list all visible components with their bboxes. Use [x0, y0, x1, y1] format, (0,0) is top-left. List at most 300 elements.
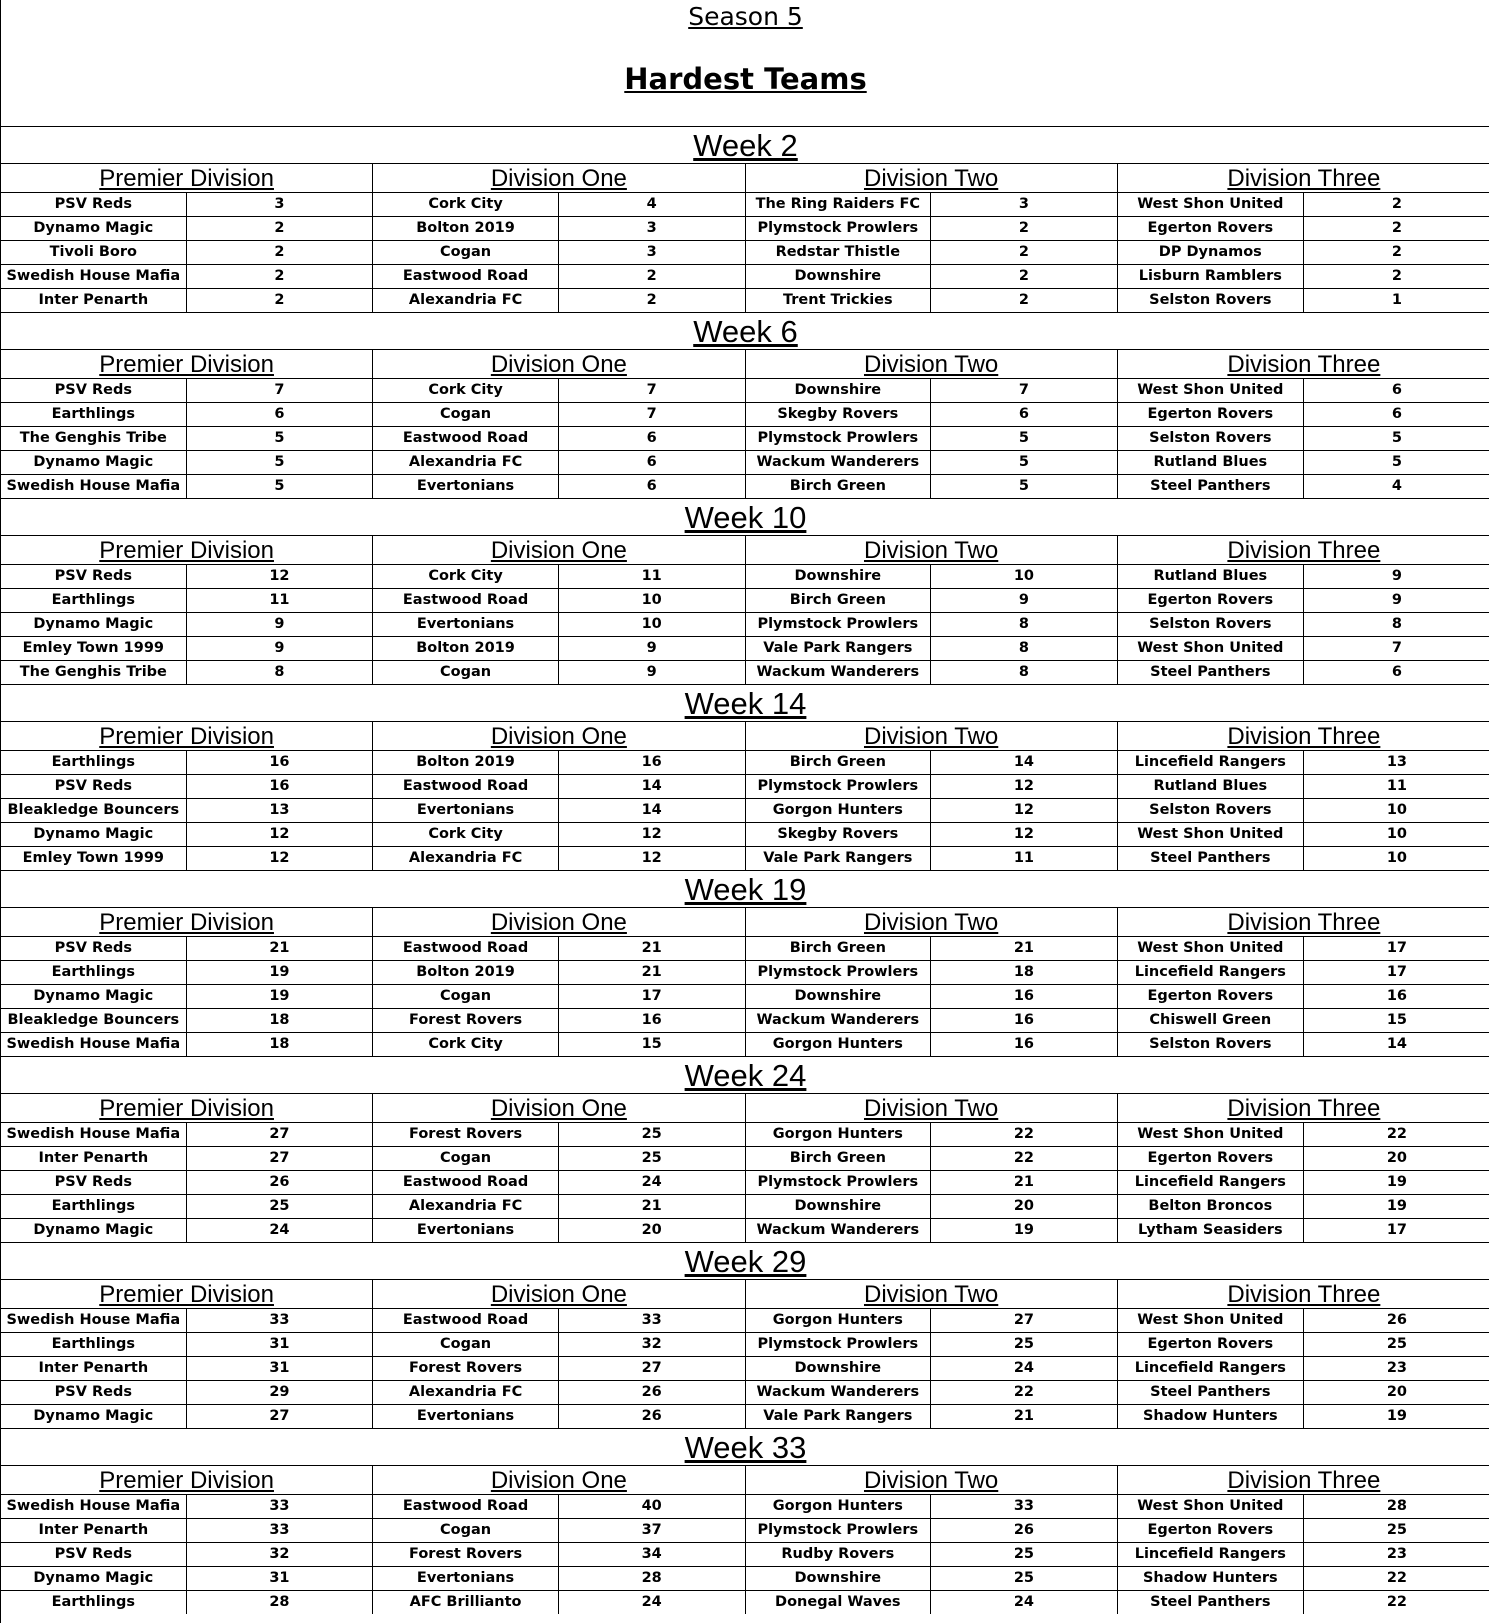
points-cell[interactable]: 11	[1013, 850, 1035, 866]
team-name-cell[interactable]: Alexandria FC	[373, 847, 559, 870]
team-name-cell[interactable]: Selston Rovers	[1118, 1033, 1304, 1056]
points-cell[interactable]: 2	[1018, 244, 1029, 260]
team-name-cell[interactable]: West Shon United	[1118, 1495, 1304, 1518]
team-name-cell[interactable]: Lincefield Rangers	[1118, 751, 1304, 774]
points-cell[interactable]: 9	[646, 664, 657, 680]
team-name-cell[interactable]: Alexandria FC	[373, 451, 559, 474]
team-name-cell[interactable]: Birch Green	[746, 937, 932, 960]
team-name-cell[interactable]: Lisburn Ramblers	[1118, 265, 1304, 288]
points-cell[interactable]: 40	[641, 1498, 662, 1514]
team-name-cell[interactable]: Birch Green	[746, 589, 932, 612]
points-cell[interactable]: 28	[641, 1570, 662, 1586]
team-name-cell[interactable]: Dynamo Magic	[1, 217, 187, 240]
team-name-cell[interactable]: Steel Panthers	[1118, 475, 1304, 498]
team-name-cell[interactable]: Steel Panthers	[1118, 847, 1304, 870]
team-name-cell[interactable]: Gorgon Hunters	[746, 1123, 932, 1146]
points-cell[interactable]: 17	[1386, 1222, 1408, 1238]
points-cell[interactable]: 9	[1018, 592, 1029, 608]
points-cell[interactable]: 16	[1386, 988, 1408, 1004]
team-name-cell[interactable]: Swedish House Mafia	[1, 265, 187, 288]
points-cell[interactable]: 14	[641, 802, 662, 818]
team-name-cell[interactable]: Gorgon Hunters	[746, 1309, 932, 1332]
points-cell[interactable]: 9	[646, 640, 657, 656]
team-name-cell[interactable]: Evertonians	[373, 1567, 559, 1590]
points-cell[interactable]: 6	[1391, 664, 1402, 680]
points-cell[interactable]: 21	[269, 940, 290, 956]
team-name-cell[interactable]: Lincefield Rangers	[1118, 961, 1304, 984]
points-cell[interactable]: 27	[269, 1126, 290, 1142]
points-cell[interactable]: 26	[641, 1384, 662, 1400]
points-cell[interactable]: 16	[1013, 988, 1035, 1004]
team-name-cell[interactable]: Selston Rovers	[1118, 799, 1304, 822]
team-name-cell[interactable]: Steel Panthers	[1118, 1591, 1304, 1614]
team-name-cell[interactable]: West Shon United	[1118, 1309, 1304, 1332]
points-cell[interactable]: 14	[1386, 1036, 1408, 1052]
points-cell[interactable]: 10	[1386, 802, 1408, 818]
team-name-cell[interactable]: Lytham Seasiders	[1118, 1219, 1304, 1242]
team-name-cell[interactable]: Eastwood Road	[373, 589, 559, 612]
points-cell[interactable]: 12	[269, 826, 290, 842]
points-cell[interactable]: 2	[1391, 196, 1402, 212]
team-name-cell[interactable]: Earthlings	[1, 961, 187, 984]
team-name-cell[interactable]: Bolton 2019	[373, 751, 559, 774]
points-cell[interactable]: 9	[1391, 568, 1402, 584]
team-name-cell[interactable]: PSV Reds	[1, 937, 187, 960]
team-name-cell[interactable]: West Shon United	[1118, 379, 1304, 402]
points-cell[interactable]: 7	[1018, 382, 1029, 398]
points-cell[interactable]: 33	[269, 1498, 290, 1514]
team-name-cell[interactable]: Egerton Rovers	[1118, 217, 1304, 240]
team-name-cell[interactable]: Downshire	[746, 565, 932, 588]
points-cell[interactable]: 2	[1018, 220, 1029, 236]
points-cell[interactable]: 25	[1013, 1570, 1035, 1586]
points-cell[interactable]: 5	[274, 454, 285, 470]
points-cell[interactable]: 5	[1391, 454, 1402, 470]
team-name-cell[interactable]: Lincefield Rangers	[1118, 1543, 1304, 1566]
points-cell[interactable]: 26	[1013, 1522, 1035, 1538]
points-cell[interactable]: 12	[1013, 778, 1035, 794]
points-cell[interactable]: 9	[274, 616, 285, 632]
team-name-cell[interactable]: Dynamo Magic	[1, 451, 187, 474]
points-cell[interactable]: 20	[1013, 1198, 1035, 1214]
points-cell[interactable]: 17	[1386, 964, 1408, 980]
team-name-cell[interactable]: Egerton Rovers	[1118, 1333, 1304, 1356]
points-cell[interactable]: 2	[1018, 268, 1029, 284]
points-cell[interactable]: 10	[641, 592, 662, 608]
points-cell[interactable]: 3	[646, 220, 657, 236]
points-cell[interactable]: 15	[1386, 1012, 1408, 1028]
points-cell[interactable]: 37	[641, 1522, 662, 1538]
points-cell[interactable]: 26	[641, 1408, 662, 1424]
points-cell[interactable]: 19	[269, 964, 290, 980]
team-name-cell[interactable]: Bleakledge Bouncers	[1, 1009, 187, 1032]
points-cell[interactable]: 2	[1391, 220, 1402, 236]
points-cell[interactable]: 4	[646, 196, 657, 212]
points-cell[interactable]: 21	[641, 940, 662, 956]
points-cell[interactable]: 29	[269, 1384, 290, 1400]
points-cell[interactable]: 28	[269, 1594, 290, 1610]
team-name-cell[interactable]: Gorgon Hunters	[746, 799, 932, 822]
points-cell[interactable]: 24	[1013, 1594, 1035, 1610]
points-cell[interactable]: 14	[1013, 754, 1035, 770]
points-cell[interactable]: 9	[274, 640, 285, 656]
points-cell[interactable]: 27	[269, 1150, 290, 1166]
points-cell[interactable]: 22	[1013, 1126, 1035, 1142]
team-name-cell[interactable]: Downshire	[746, 379, 932, 402]
points-cell[interactable]: 24	[1013, 1360, 1035, 1376]
team-name-cell[interactable]: Steel Panthers	[1118, 1381, 1304, 1404]
team-name-cell[interactable]: Dynamo Magic	[1, 1567, 187, 1590]
points-cell[interactable]: 19	[1386, 1174, 1408, 1190]
points-cell[interactable]: 2	[274, 244, 285, 260]
team-name-cell[interactable]: West Shon United	[1118, 193, 1304, 216]
team-name-cell[interactable]: Cogan	[373, 661, 559, 684]
points-cell[interactable]: 18	[1013, 964, 1035, 980]
points-cell[interactable]: 5	[1018, 478, 1029, 494]
team-name-cell[interactable]: Plymstock Prowlers	[746, 613, 932, 636]
team-name-cell[interactable]: PSV Reds	[1, 775, 187, 798]
points-cell[interactable]: 12	[269, 568, 290, 584]
team-name-cell[interactable]: Cork City	[373, 823, 559, 846]
team-name-cell[interactable]: Inter Penarth	[1, 289, 187, 312]
team-name-cell[interactable]: Cogan	[373, 985, 559, 1008]
points-cell[interactable]: 33	[1013, 1498, 1035, 1514]
team-name-cell[interactable]: Tivoli Boro	[1, 241, 187, 264]
team-name-cell[interactable]: Skegby Rovers	[746, 403, 932, 426]
points-cell[interactable]: 5	[1018, 430, 1029, 446]
points-cell[interactable]: 23	[1386, 1546, 1408, 1562]
points-cell[interactable]: 21	[641, 964, 662, 980]
team-name-cell[interactable]: Vale Park Rangers	[746, 1405, 932, 1428]
points-cell[interactable]: 10	[641, 616, 662, 632]
team-name-cell[interactable]: Forest Rovers	[373, 1009, 559, 1032]
points-cell[interactable]: 5	[1018, 454, 1029, 470]
points-cell[interactable]: 22	[1386, 1126, 1408, 1142]
points-cell[interactable]: 2	[1391, 244, 1402, 260]
team-name-cell[interactable]: Rutland Blues	[1118, 565, 1304, 588]
points-cell[interactable]: 12	[1013, 826, 1035, 842]
team-name-cell[interactable]: Evertonians	[373, 613, 559, 636]
team-name-cell[interactable]: Egerton Rovers	[1118, 589, 1304, 612]
team-name-cell[interactable]: Birch Green	[746, 1147, 932, 1170]
points-cell[interactable]: 7	[1391, 640, 1402, 656]
points-cell[interactable]: 10	[1386, 850, 1408, 866]
points-cell[interactable]: 24	[641, 1594, 662, 1610]
points-cell[interactable]: 19	[269, 988, 290, 1004]
points-cell[interactable]: 9	[1391, 592, 1402, 608]
points-cell[interactable]: 8	[274, 664, 285, 680]
team-name-cell[interactable]: Downshire	[746, 1567, 932, 1590]
team-name-cell[interactable]: The Genghis Tribe	[1, 427, 187, 450]
team-name-cell[interactable]: Eastwood Road	[373, 1309, 559, 1332]
team-name-cell[interactable]: Wackum Wanderers	[746, 1381, 932, 1404]
points-cell[interactable]: 3	[646, 244, 657, 260]
points-cell[interactable]: 8	[1018, 640, 1029, 656]
points-cell[interactable]: 22	[1386, 1570, 1408, 1586]
team-name-cell[interactable]: Lincefield Rangers	[1118, 1357, 1304, 1380]
points-cell[interactable]: 2	[274, 292, 285, 308]
points-cell[interactable]: 28	[1386, 1498, 1408, 1514]
points-cell[interactable]: 10	[1386, 826, 1408, 842]
team-name-cell[interactable]: Eastwood Road	[373, 427, 559, 450]
team-name-cell[interactable]: Birch Green	[746, 751, 932, 774]
points-cell[interactable]: 25	[1013, 1336, 1035, 1352]
points-cell[interactable]: 31	[269, 1570, 290, 1586]
points-cell[interactable]: 25	[1013, 1546, 1035, 1562]
team-name-cell[interactable]: Alexandria FC	[373, 1195, 559, 1218]
team-name-cell[interactable]: Evertonians	[373, 1405, 559, 1428]
points-cell[interactable]: 21	[641, 1198, 662, 1214]
points-cell[interactable]: 17	[641, 988, 662, 1004]
team-name-cell[interactable]: Downshire	[746, 1195, 932, 1218]
points-cell[interactable]: 19	[1386, 1198, 1408, 1214]
team-name-cell[interactable]: Redstar Thistle	[746, 241, 932, 264]
points-cell[interactable]: 24	[641, 1174, 662, 1190]
team-name-cell[interactable]: Evertonians	[373, 799, 559, 822]
team-name-cell[interactable]: Selston Rovers	[1118, 613, 1304, 636]
points-cell[interactable]: 6	[1018, 406, 1029, 422]
team-name-cell[interactable]: Wackum Wanderers	[746, 1009, 932, 1032]
points-cell[interactable]: 3	[1018, 196, 1029, 212]
points-cell[interactable]: 20	[641, 1222, 662, 1238]
points-cell[interactable]: 11	[1386, 778, 1408, 794]
points-cell[interactable]: 27	[1013, 1312, 1035, 1328]
points-cell[interactable]: 31	[269, 1336, 290, 1352]
points-cell[interactable]: 14	[641, 778, 662, 794]
points-cell[interactable]: 17	[1386, 940, 1408, 956]
points-cell[interactable]: 19	[1013, 1222, 1035, 1238]
points-cell[interactable]: 12	[269, 850, 290, 866]
team-name-cell[interactable]: Eastwood Road	[373, 1495, 559, 1518]
team-name-cell[interactable]: Egerton Rovers	[1118, 1147, 1304, 1170]
team-name-cell[interactable]: Evertonians	[373, 475, 559, 498]
team-name-cell[interactable]: Wackum Wanderers	[746, 661, 932, 684]
team-name-cell[interactable]: PSV Reds	[1, 1543, 187, 1566]
points-cell[interactable]: 33	[269, 1522, 290, 1538]
points-cell[interactable]: 6	[646, 454, 657, 470]
team-name-cell[interactable]: PSV Reds	[1, 193, 187, 216]
points-cell[interactable]: 21	[1013, 1174, 1035, 1190]
team-name-cell[interactable]: Downshire	[746, 1357, 932, 1380]
points-cell[interactable]: 19	[1386, 1408, 1408, 1424]
team-name-cell[interactable]: Dynamo Magic	[1, 613, 187, 636]
team-name-cell[interactable]: Eastwood Road	[373, 1171, 559, 1194]
points-cell[interactable]: 6	[1391, 382, 1402, 398]
points-cell[interactable]: 25	[1386, 1522, 1408, 1538]
team-name-cell[interactable]: Cogan	[373, 1147, 559, 1170]
team-name-cell[interactable]: Rutland Blues	[1118, 775, 1304, 798]
team-name-cell[interactable]: Bleakledge Bouncers	[1, 799, 187, 822]
team-name-cell[interactable]: Swedish House Mafia	[1, 1033, 187, 1056]
points-cell[interactable]: 12	[641, 826, 662, 842]
points-cell[interactable]: 16	[269, 754, 290, 770]
points-cell[interactable]: 8	[1391, 616, 1402, 632]
points-cell[interactable]: 27	[641, 1360, 662, 1376]
points-cell[interactable]: 25	[641, 1126, 662, 1142]
points-cell[interactable]: 8	[1018, 664, 1029, 680]
points-cell[interactable]: 16	[1013, 1012, 1035, 1028]
team-name-cell[interactable]: PSV Reds	[1, 565, 187, 588]
team-name-cell[interactable]: Lincefield Rangers	[1118, 1171, 1304, 1194]
points-cell[interactable]: 13	[269, 802, 290, 818]
points-cell[interactable]: 13	[1386, 754, 1408, 770]
points-cell[interactable]: 21	[1013, 940, 1035, 956]
team-name-cell[interactable]: Plymstock Prowlers	[746, 1333, 932, 1356]
points-cell[interactable]: 16	[641, 1012, 662, 1028]
points-cell[interactable]: 6	[646, 430, 657, 446]
team-name-cell[interactable]: DP Dynamos	[1118, 241, 1304, 264]
points-cell[interactable]: 11	[269, 592, 290, 608]
team-name-cell[interactable]: Dynamo Magic	[1, 823, 187, 846]
points-cell[interactable]: 18	[269, 1036, 290, 1052]
team-name-cell[interactable]: PSV Reds	[1, 1171, 187, 1194]
team-name-cell[interactable]: Plymstock Prowlers	[746, 217, 932, 240]
team-name-cell[interactable]: Shadow Hunters	[1118, 1567, 1304, 1590]
points-cell[interactable]: 16	[641, 754, 662, 770]
team-name-cell[interactable]: The Ring Raiders FC	[746, 193, 932, 216]
team-name-cell[interactable]: Cork City	[373, 193, 559, 216]
points-cell[interactable]: 2	[274, 268, 285, 284]
team-name-cell[interactable]: Forest Rovers	[373, 1123, 559, 1146]
team-name-cell[interactable]: Cork City	[373, 1033, 559, 1056]
points-cell[interactable]: 4	[1391, 478, 1402, 494]
points-cell[interactable]: 18	[269, 1012, 290, 1028]
team-name-cell[interactable]: Earthlings	[1, 751, 187, 774]
points-cell[interactable]: 16	[1013, 1036, 1035, 1052]
points-cell[interactable]: 2	[646, 292, 657, 308]
team-name-cell[interactable]: Emley Town 1999	[1, 637, 187, 660]
team-name-cell[interactable]: Selston Rovers	[1118, 289, 1304, 312]
team-name-cell[interactable]: Bolton 2019	[373, 637, 559, 660]
points-cell[interactable]: 21	[1013, 1408, 1035, 1424]
points-cell[interactable]: 23	[1386, 1360, 1408, 1376]
team-name-cell[interactable]: West Shon United	[1118, 823, 1304, 846]
points-cell[interactable]: 33	[641, 1312, 662, 1328]
team-name-cell[interactable]: Donegal Waves	[746, 1591, 932, 1614]
team-name-cell[interactable]: Swedish House Mafia	[1, 1123, 187, 1146]
team-name-cell[interactable]: Steel Panthers	[1118, 661, 1304, 684]
team-name-cell[interactable]: Cogan	[373, 1519, 559, 1542]
team-name-cell[interactable]: Earthlings	[1, 589, 187, 612]
team-name-cell[interactable]: Birch Green	[746, 475, 932, 498]
points-cell[interactable]: 11	[641, 568, 662, 584]
points-cell[interactable]: 16	[269, 778, 290, 794]
team-name-cell[interactable]: Dynamo Magic	[1, 1219, 187, 1242]
team-name-cell[interactable]: Dynamo Magic	[1, 1405, 187, 1428]
team-name-cell[interactable]: Wackum Wanderers	[746, 451, 932, 474]
points-cell[interactable]: 24	[269, 1222, 290, 1238]
team-name-cell[interactable]: Vale Park Rangers	[746, 847, 932, 870]
points-cell[interactable]: 8	[1018, 616, 1029, 632]
team-name-cell[interactable]: Emley Town 1999	[1, 847, 187, 870]
team-name-cell[interactable]: Downshire	[746, 265, 932, 288]
points-cell[interactable]: 6	[1391, 406, 1402, 422]
points-cell[interactable]: 7	[646, 406, 657, 422]
team-name-cell[interactable]: Alexandria FC	[373, 1381, 559, 1404]
team-name-cell[interactable]: Bolton 2019	[373, 961, 559, 984]
team-name-cell[interactable]: Gorgon Hunters	[746, 1033, 932, 1056]
team-name-cell[interactable]: Chiswell Green	[1118, 1009, 1304, 1032]
team-name-cell[interactable]: Earthlings	[1, 1591, 187, 1614]
points-cell[interactable]: 25	[269, 1198, 290, 1214]
team-name-cell[interactable]: Vale Park Rangers	[746, 637, 932, 660]
team-name-cell[interactable]: The Genghis Tribe	[1, 661, 187, 684]
points-cell[interactable]: 33	[269, 1312, 290, 1328]
points-cell[interactable]: 22	[1013, 1384, 1035, 1400]
team-name-cell[interactable]: Swedish House Mafia	[1, 1309, 187, 1332]
points-cell[interactable]: 32	[269, 1546, 290, 1562]
team-name-cell[interactable]: Forest Rovers	[373, 1357, 559, 1380]
points-cell[interactable]: 25	[641, 1150, 662, 1166]
team-name-cell[interactable]: Cork City	[373, 565, 559, 588]
points-cell[interactable]: 2	[274, 220, 285, 236]
team-name-cell[interactable]: Swedish House Mafia	[1, 475, 187, 498]
team-name-cell[interactable]: Egerton Rovers	[1118, 403, 1304, 426]
team-name-cell[interactable]: Belton Broncos	[1118, 1195, 1304, 1218]
points-cell[interactable]: 1	[1391, 292, 1402, 308]
points-cell[interactable]: 2	[646, 268, 657, 284]
team-name-cell[interactable]: Shadow Hunters	[1118, 1405, 1304, 1428]
team-name-cell[interactable]: Eastwood Road	[373, 775, 559, 798]
points-cell[interactable]: 6	[274, 406, 285, 422]
points-cell[interactable]: 5	[274, 478, 285, 494]
team-name-cell[interactable]: Gorgon Hunters	[746, 1495, 932, 1518]
points-cell[interactable]: 27	[269, 1408, 290, 1424]
team-name-cell[interactable]: Cogan	[373, 403, 559, 426]
points-cell[interactable]: 22	[1386, 1594, 1408, 1610]
team-name-cell[interactable]: Earthlings	[1, 1195, 187, 1218]
team-name-cell[interactable]: Trent Trickies	[746, 289, 932, 312]
team-name-cell[interactable]: AFC Brillianto	[373, 1591, 559, 1614]
team-name-cell[interactable]: Plymstock Prowlers	[746, 775, 932, 798]
team-name-cell[interactable]: Forest Rovers	[373, 1543, 559, 1566]
team-name-cell[interactable]: Wackum Wanderers	[746, 1219, 932, 1242]
points-cell[interactable]: 26	[1386, 1312, 1408, 1328]
points-cell[interactable]: 5	[1391, 430, 1402, 446]
team-name-cell[interactable]: Rutland Blues	[1118, 451, 1304, 474]
team-name-cell[interactable]: Egerton Rovers	[1118, 1519, 1304, 1542]
points-cell[interactable]: 7	[646, 382, 657, 398]
points-cell[interactable]: 5	[274, 430, 285, 446]
team-name-cell[interactable]: Inter Penarth	[1, 1147, 187, 1170]
points-cell[interactable]: 12	[641, 850, 662, 866]
team-name-cell[interactable]: Rudby Rovers	[746, 1543, 932, 1566]
team-name-cell[interactable]: Downshire	[746, 985, 932, 1008]
points-cell[interactable]: 12	[1013, 802, 1035, 818]
points-cell[interactable]: 34	[641, 1546, 662, 1562]
team-name-cell[interactable]: Alexandria FC	[373, 289, 559, 312]
team-name-cell[interactable]: Egerton Rovers	[1118, 985, 1304, 1008]
team-name-cell[interactable]: Bolton 2019	[373, 217, 559, 240]
team-name-cell[interactable]: Cogan	[373, 241, 559, 264]
team-name-cell[interactable]: PSV Reds	[1, 1381, 187, 1404]
team-name-cell[interactable]: Cork City	[373, 379, 559, 402]
points-cell[interactable]: 22	[1013, 1150, 1035, 1166]
team-name-cell[interactable]: Inter Penarth	[1, 1357, 187, 1380]
team-name-cell[interactable]: Selston Rovers	[1118, 427, 1304, 450]
points-cell[interactable]: 25	[1386, 1336, 1408, 1352]
points-cell[interactable]: 20	[1386, 1150, 1408, 1166]
team-name-cell[interactable]: Inter Penarth	[1, 1519, 187, 1542]
points-cell[interactable]: 2	[1391, 268, 1402, 284]
team-name-cell[interactable]: Earthlings	[1, 1333, 187, 1356]
team-name-cell[interactable]: West Shon United	[1118, 637, 1304, 660]
points-cell[interactable]: 26	[269, 1174, 290, 1190]
team-name-cell[interactable]: Eastwood Road	[373, 265, 559, 288]
team-name-cell[interactable]: Dynamo Magic	[1, 985, 187, 1008]
team-name-cell[interactable]: West Shon United	[1118, 1123, 1304, 1146]
team-name-cell[interactable]: Swedish House Mafia	[1, 1495, 187, 1518]
